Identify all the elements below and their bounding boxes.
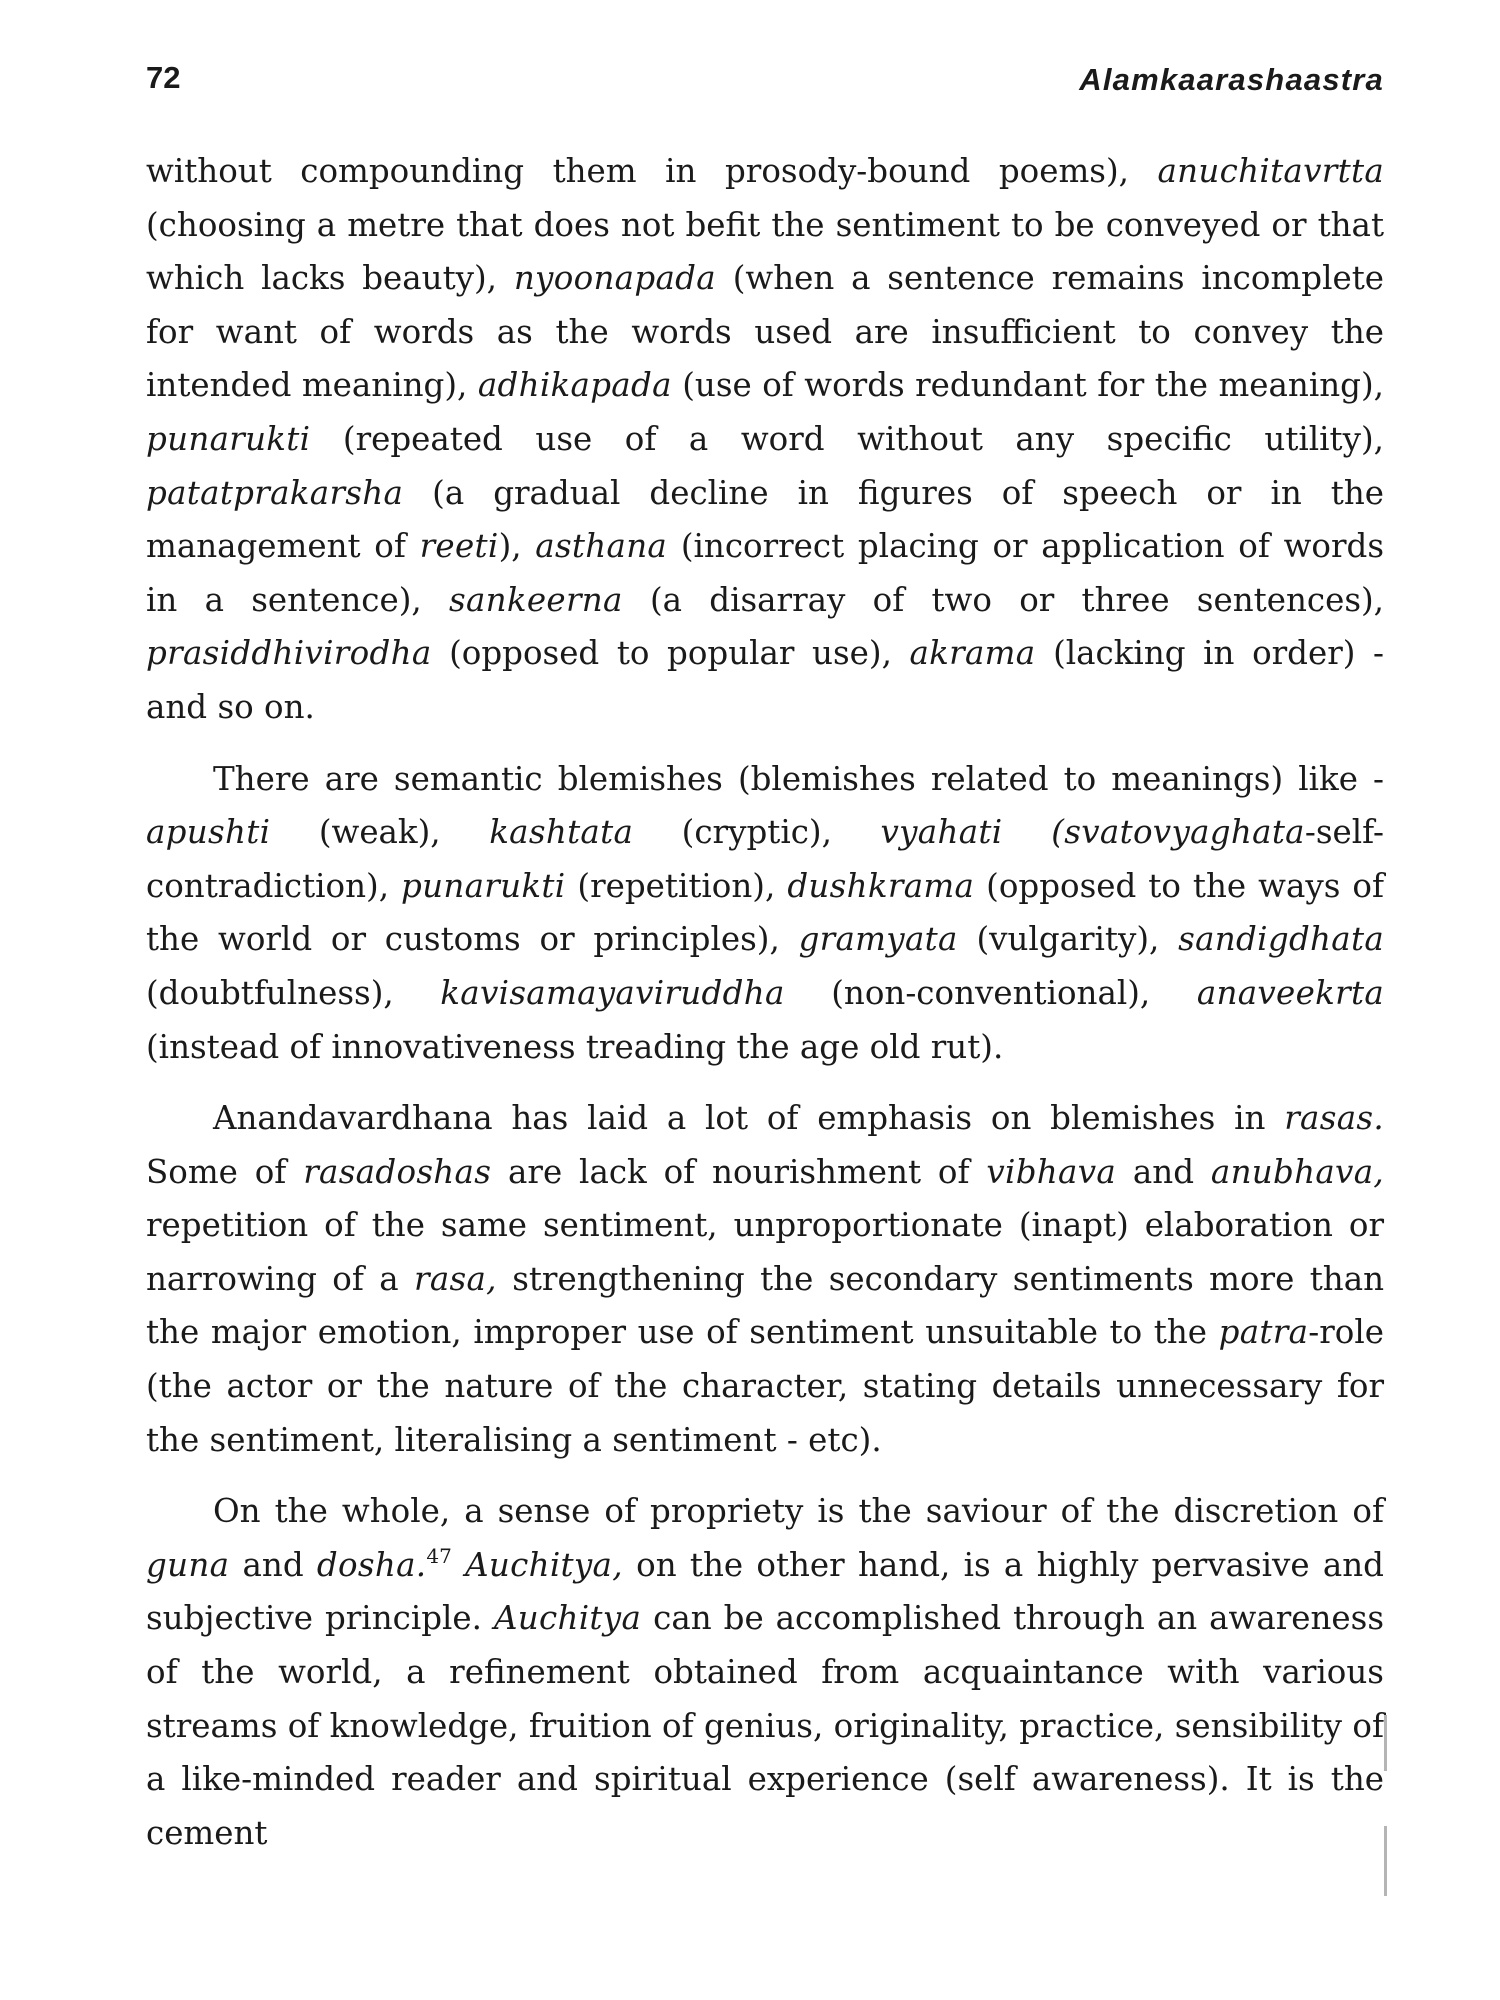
- text-run: are lack of nourishment of: [491, 1152, 987, 1191]
- sanskrit-term: vibhava: [986, 1152, 1117, 1191]
- sanskrit-term: prasiddhivirodha: [146, 634, 432, 673]
- paragraph: [146, 145, 1384, 735]
- sanskrit-term: kashtata: [489, 813, 634, 852]
- text-run: (doubtfulness),: [146, 973, 441, 1012]
- text-run: (repetition),: [565, 866, 788, 905]
- text-run: (non-conventional),: [784, 973, 1197, 1012]
- paragraph: [146, 1485, 1384, 1860]
- text-run: (vulgarity),: [957, 920, 1179, 959]
- text-run: (instead of innovativeness treading the age old rut).: [146, 1027, 1004, 1066]
- text-run: (use of words redundant for the meaning),: [671, 366, 1384, 405]
- sanskrit-term: kavisamayaviruddha: [440, 973, 785, 1012]
- book-title: Alamkaarashaastra: [1079, 62, 1384, 97]
- text-run: (choosing a metre that does not befit the sentiment to be conveyed or that which lacks beauty),: [146, 205, 1384, 298]
- sanskrit-term: Auchitya: [494, 1599, 642, 1638]
- sanskrit-term: anuchitavrtta: [1157, 152, 1384, 190]
- text-run: Anandavardhana has laid a lot of emphasis on blemishes in: [213, 1099, 1285, 1138]
- text-run: (opposed to popular use),: [431, 634, 910, 673]
- text-run: [452, 1546, 465, 1584]
- text-run: strengthening the secondary sentiments more than the major emotion, improper use of sentiment unsuitable to the: [146, 1259, 1384, 1352]
- page-number: 72: [146, 60, 181, 95]
- text-run: On the whole, a sense of propriety is the saviour of the discretion of: [213, 1492, 1384, 1531]
- text-run: -role (the actor or the nature of the character, stating details unnecessary for the sentiment, literalising a sentiment - etc).: [146, 1313, 1384, 1459]
- sanskrit-term: Auchitya,: [465, 1545, 623, 1584]
- paragraph: [146, 1092, 1384, 1467]
- sanskrit-term: dosha.: [316, 1545, 427, 1584]
- text-run: (incorrect placing or application of words in a sentence),: [146, 527, 1385, 619]
- text-run: repetition of the same sentiment, unproportionate (inapt) elaboration or narrowing of a: [146, 1206, 1384, 1298]
- sanskrit-term: guna: [146, 1545, 230, 1584]
- text-run: and: [1116, 1152, 1211, 1191]
- sanskrit-term: rasa,: [414, 1259, 497, 1298]
- text-run: (weak),: [270, 813, 490, 852]
- sanskrit-term: vyahati (svatovyaghata: [880, 813, 1305, 852]
- margin-scan-mark: [1384, 1826, 1387, 1896]
- sanskrit-term: adhikapada: [477, 366, 672, 405]
- margin-scan-mark: [1384, 1715, 1387, 1771]
- body-text: [146, 145, 1384, 1878]
- text-run: (a disarray of two or three sentences),: [622, 580, 1385, 619]
- text-run: ),: [498, 527, 536, 566]
- paragraph: [146, 753, 1384, 1075]
- text-run: (lacking in order) - and so on.: [146, 634, 1384, 726]
- sanskrit-term: gramyata: [798, 920, 958, 959]
- text-run: on the other hand, is a highly pervasive and subjective principle.: [146, 1545, 1384, 1638]
- sanskrit-term: rasadoshas: [303, 1152, 492, 1191]
- text-run: Some of: [146, 1152, 304, 1191]
- sanskrit-term: sankeerna: [449, 580, 623, 619]
- sanskrit-term: anaveekrta: [1196, 973, 1384, 1012]
- footnote-reference: 47: [426, 1543, 452, 1568]
- sanskrit-term: akrama: [909, 634, 1036, 673]
- sanskrit-term: apushti: [146, 813, 271, 852]
- text-run: can be accomplished through an awareness of the world, a refinement obtained from acquaintance with various streams of knowledge, fruition of genius, originality, practice, sensibility of a like-minded reader and spiritual experience (self awareness). It is the cement: [146, 1599, 1384, 1852]
- text-run: (cryptic),: [633, 813, 881, 852]
- text-run: (when a sentence remains incomplete for want of words as the words used are insufficient to convey the intended meaning),: [146, 259, 1384, 405]
- sanskrit-term: patra: [1218, 1313, 1309, 1352]
- sanskrit-term: sandigdhata: [1178, 920, 1384, 959]
- sanskrit-term: nyoonapada: [513, 259, 716, 298]
- sanskrit-term: anubhava,: [1210, 1152, 1385, 1191]
- running-header: [146, 56, 1384, 104]
- text-run: (opposed to the ways of the world or customs or principles),: [146, 866, 1384, 959]
- sanskrit-term: asthana: [535, 527, 668, 566]
- text-run: -self-contradiction),: [146, 813, 1384, 905]
- text-run: without compounding them in prosody-bound poems),: [146, 152, 1158, 190]
- sanskrit-term: reeti: [419, 527, 499, 566]
- text-run: (a gradual decline in figures of speech or in the management of: [146, 473, 1384, 566]
- sanskrit-term: dushkrama: [787, 866, 975, 905]
- sanskrit-term: rasas.: [1284, 1099, 1384, 1138]
- text-run: There are semantic blemishes (blemishes related to meanings) like -: [213, 759, 1384, 798]
- sanskrit-term: punarukti: [401, 866, 566, 905]
- sanskrit-term: patatprakarsha: [146, 473, 404, 512]
- sanskrit-term: punarukti: [146, 419, 311, 458]
- text-run: and: [229, 1545, 317, 1584]
- text-run: (repeated use of a word without any specific utility),: [310, 419, 1384, 458]
